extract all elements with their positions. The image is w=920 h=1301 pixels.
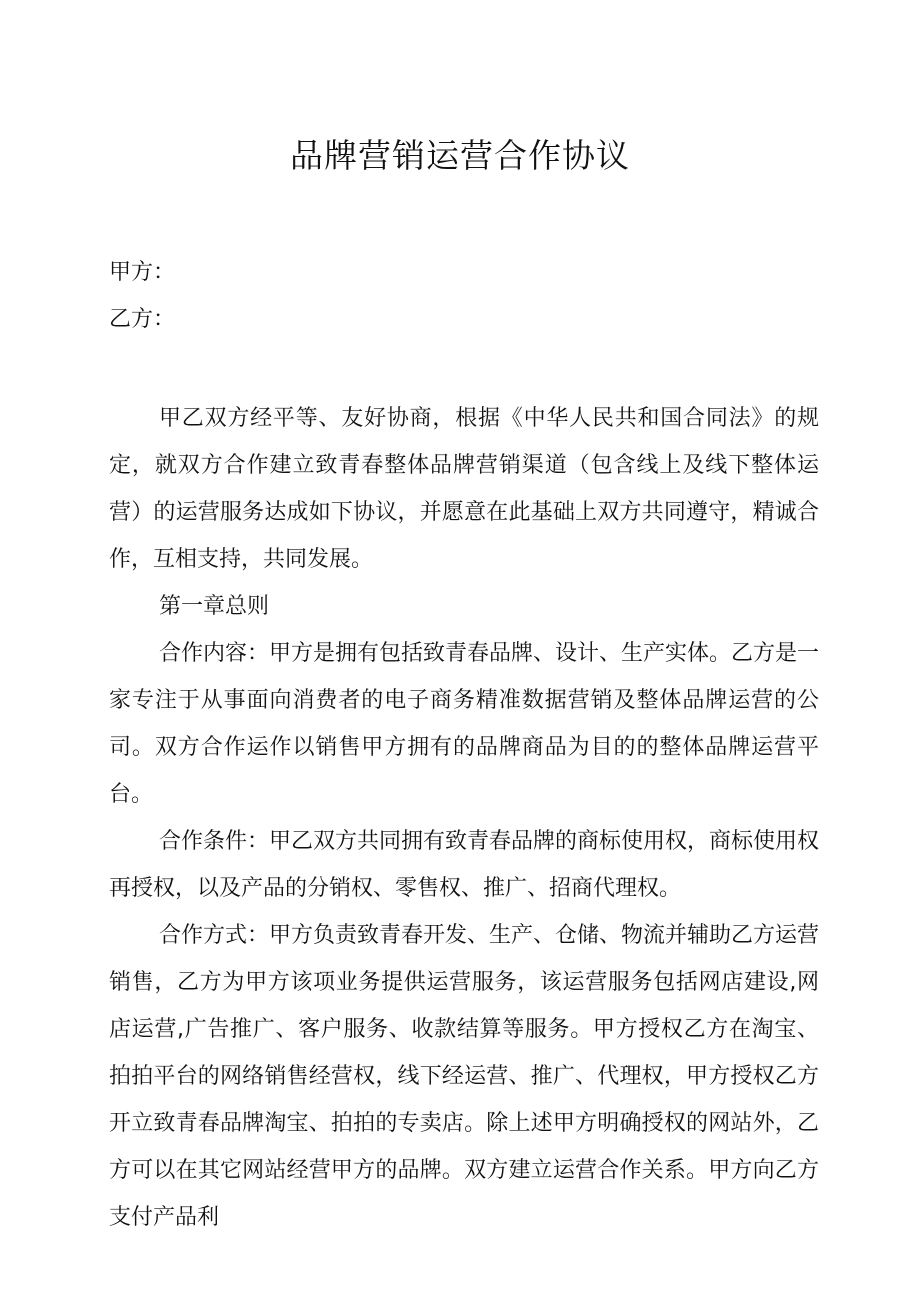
document-title: 品牌营销运营合作协议: [290, 136, 630, 175]
party-a-label: 甲方：: [109, 260, 176, 285]
clause-method-paragraph: 合作方式：甲方负责致青春开发、生产、仓储、物流并辅助乙方运营销售，乙方为甲方该项业务提供运营服务，该运营服务包括网店建设,网店运营,广告推广、客户服务、收款结算等服务。甲方授权乙方在淘宝、拍拍平台的网络销售经营权，线下经运营、推广、代理权，甲方授权乙方开立致青春品牌淘宝、拍拍的专卖店。除上述甲方明确授权的网站外，乙方可以在其它网站经营甲方的品牌。双方建立运营合作关系。甲方向乙方支付产品利: [109, 923, 820, 1230]
party-b-label: 乙方：: [109, 307, 176, 332]
intro-paragraph: 甲乙双方经平等、友好协商，根据《中华人民共和国合同法》的规定，就双方合作建立致青春整体品牌营销渠道（包含线上及线下整体运营）的运营服务达成如下协议，并愿意在此基础上双方共同遵守，精诚合作，互相支持，共同发展。: [109, 406, 819, 572]
clause-conditions-paragraph: 合作条件：甲乙双方共同拥有致青春品牌的商标使用权，商标使用权再授权，以及产品的分销权、零售权、推广、招商代理权。: [109, 829, 820, 901]
document-body: [109, 395, 819, 1241]
chapter-heading: 第一章总则: [159, 594, 270, 619]
clause-content-paragraph: 合作内容：甲方是拥有包括致青春品牌、设计、生产实体。乙方是一家专注于从事面向消费者的电子商务精准数据营销及整体品牌运营的公司。双方合作运作以销售甲方拥有的品牌商品为目的的整体品牌运营平台。: [109, 641, 820, 807]
